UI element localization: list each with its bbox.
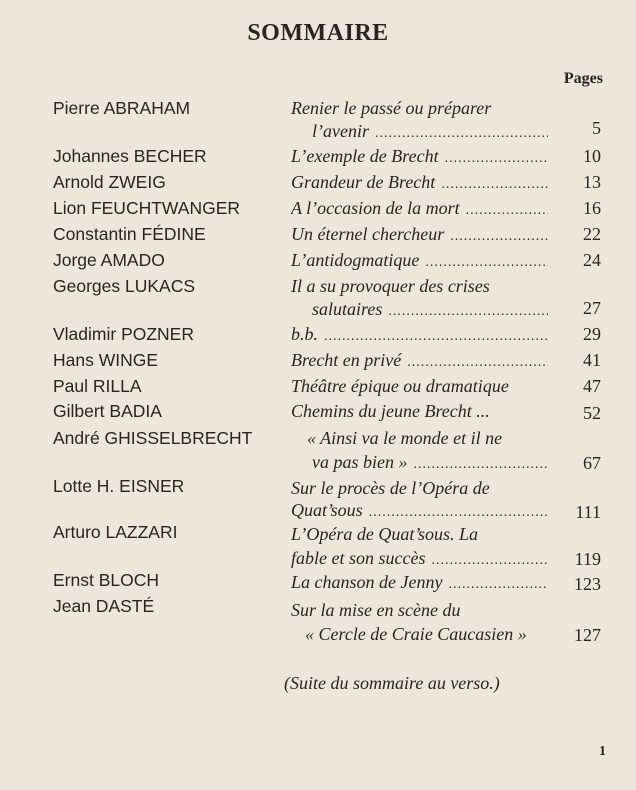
toc-author: Lotte H. EISNER	[53, 476, 185, 496]
toc-title-line	[291, 600, 548, 621]
toc-author: Jean DASTÉ	[53, 596, 155, 616]
leader-dots	[413, 457, 548, 473]
leader-dots	[445, 151, 548, 167]
toc-title-line	[291, 500, 548, 521]
toc-title-line	[312, 121, 548, 142]
toc-page-number: 10	[583, 146, 601, 166]
toc-title-line	[291, 198, 548, 219]
toc-page-number: 13	[583, 172, 601, 192]
toc-page-number: 29	[583, 324, 601, 344]
toc-author: Pierre ABRAHAM	[53, 98, 191, 118]
toc-title-line	[291, 572, 548, 593]
toc-author: André GHISSELBRECHT	[53, 428, 253, 448]
toc-title-line	[291, 548, 548, 569]
toc-author: Gilbert BADIA	[53, 401, 162, 421]
leader-dots	[407, 355, 548, 371]
toc-title-line	[291, 98, 548, 119]
toc-author: Johannes BECHER	[53, 146, 207, 166]
toc-author: Vladimir POZNER	[53, 324, 194, 344]
toc-title-text: L’Opéra de Quat’sous. La	[291, 524, 479, 544]
leader-dots	[324, 329, 548, 345]
toc-author: Arnold ZWEIG	[53, 172, 166, 192]
leader-dots	[388, 304, 548, 320]
toc-page-number: 127	[574, 625, 601, 645]
toc-title-text: Un éternel chercheur	[291, 224, 445, 244]
toc-title-text: La chanson de Jenny	[291, 572, 443, 592]
toc-title-text: Brecht en privé	[291, 350, 402, 370]
continued-note: (Suite du sommaire au verso.)	[284, 673, 500, 693]
leader-dots	[441, 177, 548, 193]
leader-dots	[448, 577, 548, 593]
toc-title-line	[291, 376, 548, 397]
toc-title-line	[307, 428, 548, 449]
toc-title-line	[291, 524, 548, 545]
toc-entry	[0, 522, 636, 569]
toc-page-number: 119	[574, 549, 601, 569]
toc-entry	[0, 596, 636, 645]
toc-title-line	[291, 324, 548, 345]
folio-number: 1	[599, 744, 606, 759]
toc-title-text: Grandeur de Brecht	[291, 172, 436, 192]
toc-title-line	[291, 250, 548, 271]
toc-title-line	[291, 146, 548, 167]
toc-author: Constantin FÉDINE	[53, 224, 206, 244]
leader-dots	[375, 126, 548, 142]
toc-page-number: 27	[583, 298, 601, 318]
toc-page-number: 41	[583, 350, 601, 370]
toc-title-line	[291, 478, 548, 499]
toc-title-text: L’antidogmatique	[291, 250, 420, 270]
toc-title-line	[312, 452, 548, 473]
toc-title-text: « Cercle de Craie Caucasien »	[305, 624, 527, 644]
toc-title-text: salutaires	[312, 299, 383, 319]
toc-title-line	[305, 624, 555, 645]
toc-title-text: l’avenir	[312, 121, 369, 141]
toc-title-text: Chemins du jeune Brecht ...	[291, 401, 490, 421]
toc-title-text: A l’occasion de la mort	[291, 198, 460, 218]
toc-title-text: Sur la mise en scène du	[291, 600, 461, 620]
toc-title-text: Il a su provoquer des crises	[291, 276, 490, 296]
toc-page-number: 5	[592, 118, 601, 138]
toc-page-number: 111	[575, 502, 601, 522]
toc-author: Ernst BLOCH	[53, 570, 159, 590]
toc-title-line	[312, 299, 548, 320]
toc-author: Hans WINGE	[53, 350, 159, 370]
toc-title-line	[291, 172, 548, 193]
toc-title-line	[291, 401, 548, 422]
page-title: SOMMAIRE	[247, 20, 389, 46]
toc-title-text: va pas bien »	[312, 452, 408, 472]
toc-title-text: Quat’sous	[291, 500, 363, 520]
toc-page-number: 22	[583, 224, 601, 244]
toc-page-number: 16	[583, 198, 601, 218]
toc-title-text: Renier le passé ou préparer	[291, 98, 492, 118]
toc-title-line	[291, 350, 548, 371]
toc-title-line	[291, 224, 548, 245]
leader-dots	[450, 229, 548, 245]
leader-dots	[431, 553, 548, 569]
pages-column-header: Pages	[563, 70, 603, 87]
toc-author: Jorge AMADO	[53, 250, 165, 270]
toc-entry	[0, 401, 636, 431]
toc-title-text: L’exemple de Brecht	[291, 146, 439, 166]
toc-entry	[0, 428, 636, 473]
toc-entry	[0, 98, 636, 141]
toc-title-text: fable et son succès	[291, 548, 426, 568]
leader-dots	[369, 505, 548, 521]
toc-page-number: 52	[583, 403, 601, 423]
toc-page-number: 24	[583, 250, 601, 270]
toc-author: Lion FEUCHTWANGER	[53, 198, 241, 218]
toc-title-text: « Ainsi va le monde et il ne	[307, 428, 503, 448]
toc-title-text: b.b.	[291, 324, 318, 344]
toc-title-text: Sur le procès de l’Opéra de	[291, 478, 490, 498]
toc-page-number: 47	[583, 376, 601, 396]
toc-author: Georges LUKACS	[53, 276, 196, 296]
leader-dots	[425, 255, 548, 271]
leader-dots	[466, 203, 548, 219]
toc-page-number: 67	[583, 453, 601, 473]
toc-author: Arturo LAZZARI	[53, 522, 178, 542]
toc-entry	[0, 276, 636, 319]
toc-page-number: 123	[574, 574, 601, 594]
toc-author: Paul RILLA	[53, 376, 142, 396]
toc-entry	[0, 476, 636, 522]
toc-title-text: Théâtre épique ou dramatique	[291, 376, 509, 396]
toc-title-line	[291, 276, 548, 297]
